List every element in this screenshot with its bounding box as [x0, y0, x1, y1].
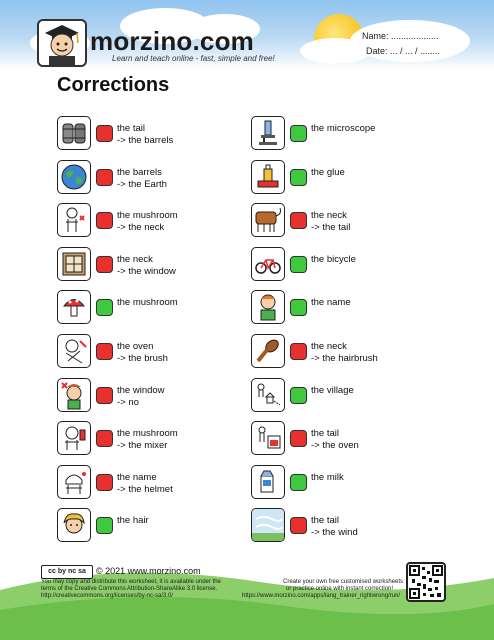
item-label: the name: [117, 472, 157, 483]
list-item: [251, 160, 451, 196]
correct-marker: [96, 299, 113, 316]
item-text: [311, 341, 378, 365]
item-correction: -> the mixer: [117, 440, 168, 451]
date-field: Date: ... / ... / ........: [366, 46, 441, 56]
item-text: [117, 297, 178, 309]
item-text: [117, 123, 173, 147]
item-text: [311, 254, 356, 266]
list-item: [57, 160, 257, 196]
list-item: [57, 290, 257, 326]
item-label: the mushroom: [117, 210, 178, 221]
item-text: [117, 167, 167, 191]
item-label: the neck: [117, 254, 153, 265]
item-label: the window: [117, 385, 165, 396]
item-correction: -> the barrels: [117, 135, 174, 146]
qr-code-icon[interactable]: [406, 562, 446, 602]
item-label: the mushroom: [117, 428, 178, 439]
village-icon: [251, 378, 285, 412]
item-label: the oven: [117, 341, 154, 352]
item-text: [117, 341, 168, 365]
item-label: the village: [311, 385, 354, 396]
incorrect-marker: [290, 430, 307, 447]
list-item: [57, 116, 257, 152]
item-label: the mushroom: [117, 297, 178, 308]
mushroom-icon: [57, 290, 91, 324]
neck-icon: [57, 203, 91, 237]
item-label: the microscope: [311, 123, 376, 134]
item-label: the tail: [311, 428, 339, 439]
license-line-2: terms of the Creative Commons Attribution-ShareAlike 3.0 license.: [41, 586, 218, 592]
oven-icon: [251, 421, 285, 455]
tail-icon: [251, 203, 285, 237]
incorrect-marker: [96, 125, 113, 142]
item-label: the neck: [311, 210, 347, 221]
item-correction: -> the helmet: [117, 484, 173, 495]
incorrect-marker: [96, 474, 113, 491]
incorrect-marker: [96, 212, 113, 229]
item-text: [311, 515, 358, 539]
item-text: [117, 428, 178, 452]
incorrect-marker: [96, 169, 113, 186]
correct-marker: [290, 474, 307, 491]
item-text: [311, 472, 344, 484]
incorrect-marker: [96, 343, 113, 360]
item-text: [311, 297, 351, 309]
brush-icon: [57, 334, 91, 368]
item-correction: -> the tail: [311, 222, 351, 233]
correct-marker: [290, 125, 307, 142]
incorrect-marker: [96, 256, 113, 273]
item-correction: -> the brush: [117, 353, 168, 364]
item-label: the tail: [311, 515, 339, 526]
license-url[interactable]: http://creativecommons.org/licenses/by-nc-sa/3.0/: [41, 593, 174, 599]
correct-marker: [290, 299, 307, 316]
item-label: the tail: [117, 123, 145, 134]
cloud: [300, 38, 370, 64]
item-label: the glue: [311, 167, 345, 178]
promo-url[interactable]: https://www.morzino.com/apps/lang_trainer_rightwrong/run/: [242, 593, 401, 599]
list-item: [251, 421, 451, 457]
name-icon: [251, 290, 285, 324]
promo-line-2: or practice online with instant correction!: [286, 586, 394, 592]
correct-marker: [96, 517, 113, 534]
incorrect-marker: [290, 212, 307, 229]
list-item: [251, 290, 451, 326]
license-line-1: You may copy and distribute this worksheet, it is available under the: [41, 579, 221, 585]
item-text: [117, 385, 165, 409]
milk-icon: [251, 465, 285, 499]
promo-line-1: Create your own free customised worksheets: [283, 579, 404, 585]
list-item: [57, 508, 257, 544]
item-text: [117, 254, 176, 278]
incorrect-marker: [96, 430, 113, 447]
list-item: [57, 203, 257, 239]
cc-license-badge: cc by nc sa: [41, 565, 93, 579]
item-correction: -> the Earth: [117, 179, 167, 190]
barrels-icon: [57, 116, 91, 150]
copyright-text: © 2021 www.morzino.com: [96, 566, 201, 576]
item-label: the neck: [311, 341, 347, 352]
item-text: [311, 428, 359, 452]
glue-icon: [251, 160, 285, 194]
microscope-icon: [251, 116, 285, 150]
item-label: the bicycle: [311, 254, 356, 265]
name-field: Name: ...................: [362, 31, 439, 41]
item-correction: -> the neck: [117, 222, 165, 233]
brand-name: morzino.com: [90, 26, 254, 56]
list-item: [251, 334, 451, 370]
window-icon: [57, 247, 91, 281]
hairbrush-icon: [251, 334, 285, 368]
helmet-icon: [57, 465, 91, 499]
list-item: [57, 247, 257, 283]
wind-icon: [251, 508, 285, 542]
earth-icon: [57, 160, 91, 194]
list-item: [251, 203, 451, 239]
list-item: [57, 334, 257, 370]
incorrect-marker: [290, 517, 307, 534]
list-item: [251, 378, 451, 414]
item-text: [311, 210, 350, 234]
tagline: Learn and teach online - fast, simple and free!: [112, 54, 275, 63]
item-text: [117, 515, 149, 527]
list-item: [251, 116, 451, 152]
mixer-icon: [57, 421, 91, 455]
item-text: [117, 472, 173, 496]
item-correction: -> the hairbrush: [311, 353, 378, 364]
correct-marker: [290, 169, 307, 186]
item-correction: -> the oven: [311, 440, 359, 451]
item-label: the milk: [311, 472, 344, 483]
item-correction: -> the window: [117, 266, 176, 277]
list-item: [57, 421, 257, 457]
item-text: [311, 385, 354, 397]
item-label: the name: [311, 297, 351, 308]
item-label: the hair: [117, 515, 149, 526]
list-item: [251, 508, 451, 544]
list-item: [251, 465, 451, 501]
item-text: [311, 167, 345, 179]
incorrect-marker: [96, 387, 113, 404]
list-item: [57, 378, 257, 414]
correct-marker: [290, 387, 307, 404]
correct-marker: [290, 256, 307, 273]
item-label: the barrels: [117, 167, 162, 178]
item-correction: -> no: [117, 397, 139, 408]
incorrect-marker: [290, 343, 307, 360]
logo-avatar-icon: [37, 19, 87, 67]
item-correction: -> the wind: [311, 527, 358, 538]
no-icon: [57, 378, 91, 412]
list-item: [57, 465, 257, 501]
item-text: [117, 210, 178, 234]
list-item: [251, 247, 451, 283]
page-title: Corrections: [57, 74, 170, 96]
bicycle-icon: [251, 247, 285, 281]
item-text: [311, 123, 375, 135]
hair-icon: [57, 508, 91, 542]
